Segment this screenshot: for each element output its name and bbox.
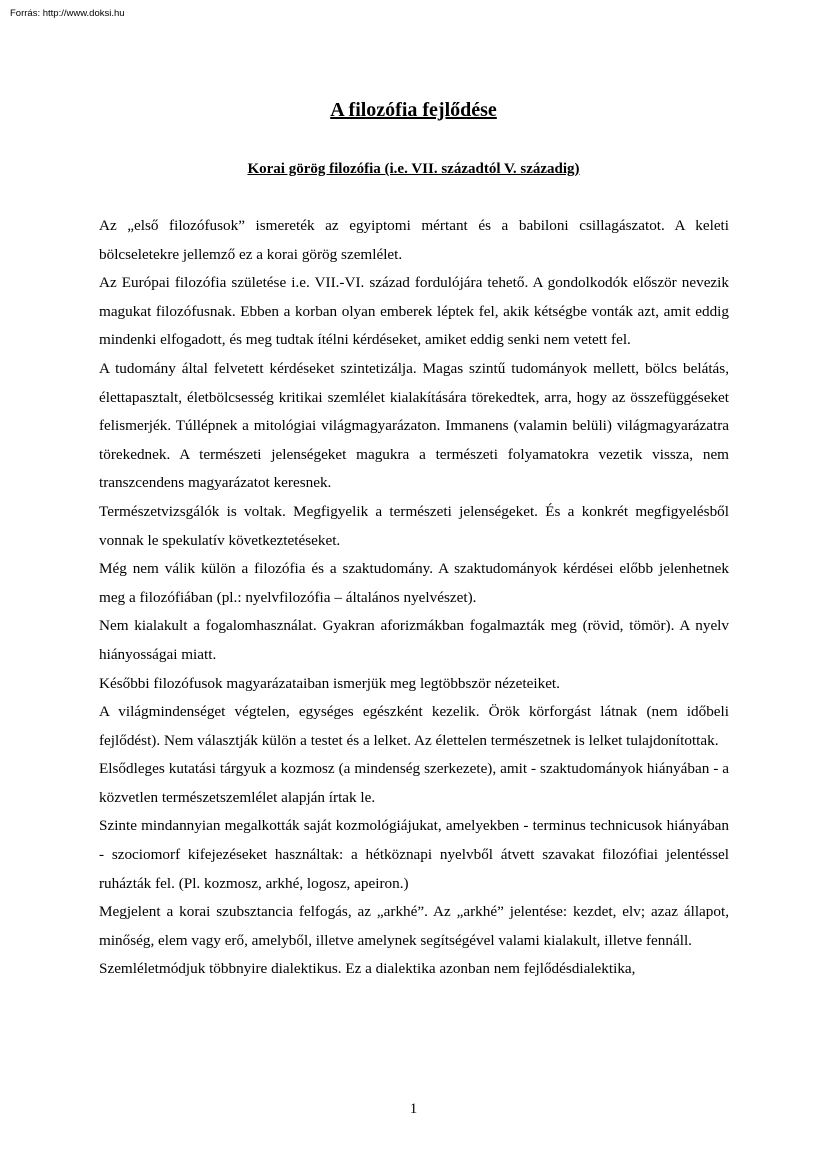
paragraph: Természetvizsgálók is voltak. Megfigyelik a természeti jelenségeket. És a konkrét megfigyelésből vonnak le spekulatív következtetéseket. bbox=[99, 502, 729, 549]
paragraph: Még nem válik külön a filozófia és a szaktudomány. A szaktudományok kérdései előbb jelenhetnek meg a filozófiában (pl.: nyelvfilozófia – általános nyelvészet). bbox=[99, 560, 729, 606]
paragraph: A tudomány által felvetett kérdéseket szintetizálja. Magas szintű tudományok mellett, bölcs belátás, élettapasztalt, életbölcsesség kritikai szemlélet kialakítására törekedtek, arra, hogy az összefüggéseket felismerjék. Túllépnek a mitológiai világmagyarázaton. Immanens (valamin belüli) világmagyarázatra törekednek. A természeti jelenségeket magukra a természeti folyamatokra vezetik vissza, nem transzcendens magyarázatot keresnek. bbox=[99, 359, 729, 492]
paragraph: Nem kialakult a fogalomhasználat. Gyakran aforizmákban fogalmazták meg (rövid, tömör). A nyelv hiányosságai miatt. bbox=[99, 617, 729, 663]
paragraph: A világmindenséget végtelen, egységes egészként kezelik. Örök körforgást látnak (nem időbeli fejlődést). Nem választják külön a testet és a lelket. Az élettelen természetnek is lelket tulajdonítottak. bbox=[99, 703, 729, 749]
document-body bbox=[99, 212, 729, 984]
source-header: Forrás: http://www.doksi.hu bbox=[10, 8, 125, 19]
paragraph: Szemléletmódjuk többnyire dialektikus. Ez a dialektika azonban nem fejlődésdialektika, bbox=[99, 960, 636, 978]
paragraph: Szinte mindannyian megalkották saját kozmológiájukat, amelyekben - terminus technicusok hiányában - szociomorf kifejezéseket használtak: a hétköznapi nyelvből átvett szavakat filozófiai jelentéssel ruházták fel. (Pl. kozmosz, arkhé, logosz, apeiron.) bbox=[99, 817, 729, 892]
paragraph: Megjelent a korai szubsztancia felfogás, az „arkhé”. Az „arkhé” jelentése: kezdet, elv; azaz állapot, minőség, elem vagy erő, amelyből, illetve amelynek segítségével valami kialakult, illetve fennáll. bbox=[99, 903, 729, 949]
paragraph: Az Európai filozófia születése i.e. VII.-VI. század fordulójára tehető. A gondolkodók először nevezik magukat filozófusnak. Ebben a korban olyan emberek léptek fel, akik kétségbe vonták azt, amit eddig mindenki elfogadott, és meg tudtak ítélni kérdéseket, amiket eddig senki nem vetett fel. bbox=[99, 274, 729, 349]
page-number: 1 bbox=[409, 1101, 418, 1117]
paragraph: Későbbi filozófusok magyarázataiban ismerjük meg legtöbbször nézeteiket. bbox=[99, 674, 560, 692]
paragraph: Az „első filozófusok” ismereték az egyiptomi mértant és a babiloni csillagászatot. A keleti bölcseletekre jellemző ez a korai görög szemlélet. bbox=[99, 217, 729, 263]
document-subtitle: Korai görög filozófia (i.e. VII. századtól V. századig) bbox=[247, 161, 580, 177]
document-title: A filozófia fejlődése bbox=[330, 99, 497, 121]
paragraph: Elsődleges kutatási tárgyuk a kozmosz (a mindenség szerkezete), amit - szaktudományok hiányában - a közvetlen természetszemlélet alapján írtak le. bbox=[99, 760, 729, 806]
